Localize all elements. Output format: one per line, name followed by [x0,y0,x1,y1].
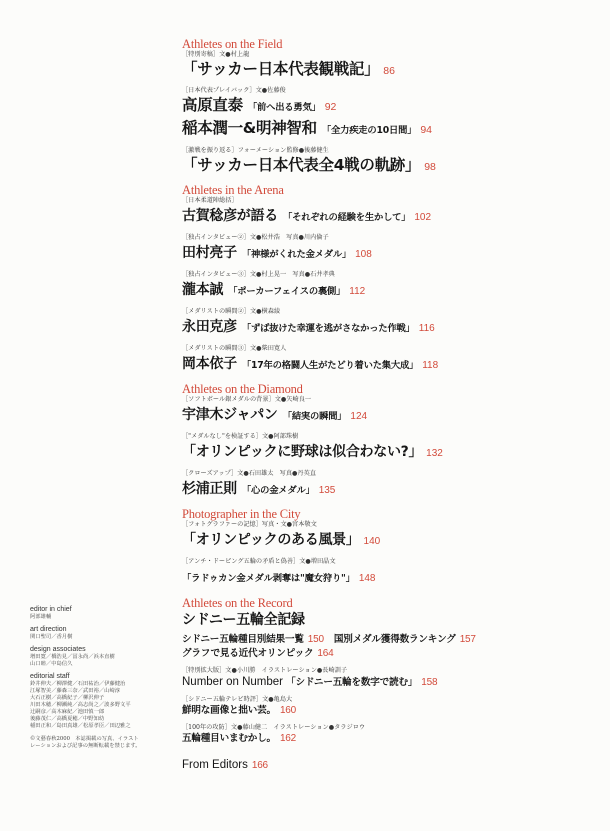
entry-title: 「サッカー日本代表観戦記」 [182,60,380,78]
entry-credit: ［日本柔道陣総括］ [182,197,238,204]
staff-names: 鈴井伸夫／柳澤健／石田祐治／伊藤健治 江塚智美／藤森三奈／武田裕／山崎淳 大石正樹／高橋紀子／柳沢伸子 川田木穂／柳瀬純／高志尚之／波多野文平 辻嗣彦／高木麻紀／池田慎一郎 後藤茂仁／高橋夏穂／中野知幼 稲田正和／島田真雄／松原孝臣／田辺雅之 [30,681,131,729]
toc-entry[interactable] [182,433,582,464]
page-number: 140 [363,536,381,547]
page-number: 92 [324,101,337,113]
entry-credit: ［クローズアップ］文●石田雄太 写真●丹英直 [182,470,316,477]
record-title: シドニー五輪全記録 [182,612,305,628]
design-role: design associates [30,646,86,653]
toc-entry[interactable] [182,197,582,228]
entry-title: 鮮明な画像と拙い芸。 [182,705,276,716]
page-number: 148 [358,573,376,584]
design-names: 増田寛／橋浩見／冨永尚／浜本直樹 山口睦／中島信久 [30,654,115,667]
entry-title: 永田克彦 [182,319,237,335]
page-number: 112 [349,286,366,297]
page-number: 94 [420,124,433,136]
page-number: 102 [414,212,432,223]
entry-subtitle: 「ずば抜けた幸運を逃がさなかった作戦」 [241,323,415,334]
entry-title: 瀧本誠 [182,282,224,298]
toc-entry[interactable] [182,521,582,552]
entry-title: グラフで見る近代オリンピック [182,648,314,659]
entry-title: 杉浦正則 [182,481,237,497]
page-number: 158 [421,677,438,688]
table-of-contents [182,38,582,773]
entry-credit: ［ソフトボール銀メダルの背景］文●矢崎良一 [182,396,312,403]
entry-credit: ［独占インタビュー③］文●村上晃一 写真●石井孝典 [182,271,335,278]
entry-credit: ［特別寄稿］文●村上龍 [182,51,250,58]
toc-entry[interactable] [182,633,582,647]
toc-entry[interactable] [182,147,582,177]
toc-entry[interactable] [182,51,582,81]
toc-entry[interactable] [182,308,582,339]
entry-title: 五輪種目いまむかし。 [182,733,276,744]
section-title-record: Athletes on the Record [182,596,293,610]
page-number: 166 [251,760,268,771]
editor-role: editor in chief [30,606,72,613]
entry-subtitle: 「結実の瞬間」 [282,411,347,422]
entry-credit: ［日本代表プレイバック］文●佐藤俊 [182,87,286,94]
section-title-field: Athletes on the Field [182,37,283,51]
entry-credit: ［"メダルなし"を検証する］文●阿部珠樹 [182,433,299,440]
entry-credit: ［シドニー五輪テレビ時評］文●亀島大 [182,696,293,703]
entry-title: 国別メダル獲得数ランキング [333,634,456,645]
from-editors-label: From Editors [182,759,248,771]
toc-entry[interactable] [182,696,582,718]
page-number: 135 [318,485,336,496]
copyright-notice: ©文藝春秋2000 本誌掲載の写真、イラスト レーションおよび記事の無断転載を禁じます。 [30,736,141,749]
entry-title: 「ラドゥカン金メダル剥奪は"魔女狩り"」 [182,573,355,584]
entry-credit: ［100年の攻防］文●藤山健二 イラストレーション●タラジロウ [182,724,366,731]
entry-subtitle: 「全力疾走の10日間」 [321,125,417,136]
toc-entry[interactable] [182,758,582,773]
entry-credit: ［メダリストの瞬間②］文●横森綾 [182,308,281,315]
section-title-arena: Athletes in the Arena [182,183,284,197]
art-names: 関口聖司／香月樹 [30,634,73,640]
entry-title: 田村亮子 [182,245,237,261]
entry-subtitle: 「ポーカーフェイスの裏側」 [228,286,346,297]
staff-role: editorial staff [30,673,70,680]
entry-credit: ［フォトグラファーの記憶］写真・文●宮本敬文 [182,521,317,528]
entry-credit: ［アンチ・ドーピング五輪の矛盾と偽善］文●増田晶文 [182,558,336,565]
page-number: 160 [279,705,297,716]
toc-entry[interactable] [182,234,582,265]
entry-credit: ［メダリストの瞬間③］文●柴田寛人 [182,345,287,352]
page-number: 132 [426,448,443,459]
page-number: 162 [279,733,297,744]
toc-entry[interactable] [182,667,582,690]
entry-credit: ［特別拡大版］文●小川勝 イラストレーション●長崎訓子 [182,667,348,674]
page-number: 118 [422,360,439,371]
entry-title: 岡本依子 [182,356,237,372]
toc-entry[interactable] [182,558,582,589]
staff-credits [30,606,170,750]
entry-title: 古賀稔彦が語る [182,208,278,224]
art-role: art direction [30,626,67,633]
page-number: 108 [355,249,372,260]
editor-names: 阿部雄輔 [30,614,52,620]
page-number: 150 [307,634,324,645]
entry-title: 「シドニー五輪を数字で読む」 [286,677,418,688]
toc-entry[interactable] [182,118,582,141]
entry-title: 宇津木ジャパン [182,407,278,423]
page-number: 86 [383,65,395,77]
entry-subtitle: 「神様がくれた金メダル」 [241,249,352,260]
entry-title: 高原直泰 [182,96,243,114]
entry-credit: ［激戦を振り返る］フォーメーション監修●後藤健生 [182,147,329,154]
entry-title: 「サッカー日本代表全4戦の軌跡」 [182,156,421,174]
entry-subtitle: 「心の金メダル」 [241,485,315,496]
entry-title-latin: Number on Number [182,676,283,688]
entry-title: 稲本潤一&明神智和 [182,119,317,137]
entry-title: 「オリンピックのある風景」 [182,532,360,548]
section-title-diamond: Athletes on the Diamond [182,382,303,396]
entry-title: 「オリンピックに野球は似合わない?」 [182,444,423,460]
page-number: 157 [459,634,476,645]
section-title-city: Photographer in the City [182,507,301,521]
page-number: 116 [418,323,435,334]
page-number: 98 [424,161,436,173]
entry-subtitle: 「前へ出る勇気」 [247,102,321,113]
toc-entry[interactable] [182,271,582,302]
page-number: 164 [317,648,334,659]
entry-subtitle: 「17年の格闘人生がたどり着いた集大成」 [241,360,419,371]
page-number: 124 [350,411,368,422]
toc-entry[interactable] [182,345,582,376]
entry-title: シドニー五輪種目別結果一覧 [182,634,304,645]
toc-entry[interactable] [182,647,582,661]
entry-credit: ［独占インタビュー②］文●松井浩 写真●川内倫子 [182,234,329,241]
toc-entry[interactable] [182,87,582,118]
toc-entry[interactable] [182,470,582,501]
toc-entry[interactable] [182,396,582,427]
entry-subtitle: 「それぞれの経験を生かして」 [283,212,411,223]
toc-entry[interactable] [182,724,582,746]
